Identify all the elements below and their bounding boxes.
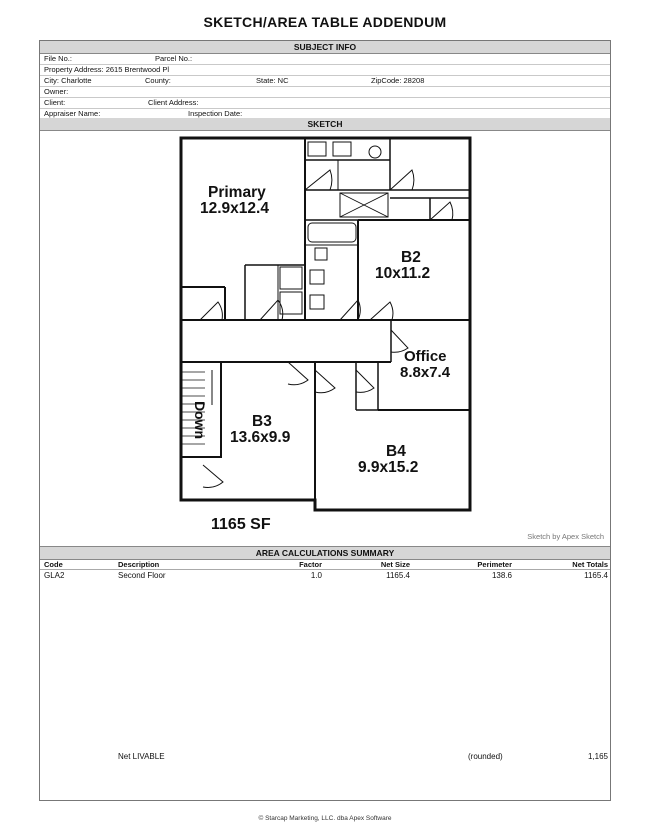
row-city bbox=[40, 76, 610, 87]
state: State: NC bbox=[256, 76, 289, 85]
parcel-no: Parcel No.: bbox=[155, 54, 193, 63]
page-title: SKETCH/AREA TABLE ADDENDUM bbox=[203, 14, 447, 30]
room-b2 bbox=[375, 250, 465, 282]
row-factor: 1.0 bbox=[310, 571, 322, 580]
room-b3 bbox=[230, 414, 320, 446]
column-net-size: Net Size bbox=[380, 560, 410, 569]
column-description: Description bbox=[118, 560, 160, 569]
property-address: Property Address: 2615 Brentwood Pl bbox=[44, 65, 170, 74]
room-office-size: 8.8x7.4 bbox=[400, 364, 451, 381]
room-b4-name: B4 bbox=[386, 443, 406, 460]
room-primary bbox=[200, 184, 328, 217]
total-square-feet: 1165 SF bbox=[211, 516, 271, 533]
column-factor: Factor bbox=[299, 560, 322, 569]
door-swing bbox=[356, 370, 374, 392]
stairs-label: Down bbox=[192, 400, 208, 440]
sink-fixture bbox=[308, 142, 326, 156]
room-office-name: Office bbox=[404, 348, 447, 365]
sink-fixture bbox=[333, 142, 351, 156]
owner: Owner: bbox=[44, 87, 69, 96]
footer-copyright: © Starcap Marketing, LLC. dba Apex Software bbox=[258, 815, 392, 822]
zipcode: ZipCode: 28208 bbox=[371, 76, 425, 85]
row-perimeter: 138.6 bbox=[491, 571, 512, 580]
door-swing bbox=[430, 202, 453, 220]
row-owner bbox=[40, 87, 610, 98]
room-primary-name: Primary bbox=[208, 184, 266, 201]
door-swing bbox=[200, 302, 222, 320]
toilet-fixture bbox=[369, 146, 381, 158]
row-net-totals: 1165.4 bbox=[584, 571, 608, 580]
net-livable-label: Net LIVABLE bbox=[118, 752, 165, 761]
addendum-frame bbox=[39, 40, 611, 801]
room-b2-size: 10x11.2 bbox=[375, 265, 431, 282]
door-swing bbox=[390, 170, 414, 190]
room-b2-name: B2 bbox=[401, 249, 421, 266]
room-b3-size: 13.6x9.9 bbox=[230, 429, 291, 446]
door-swing bbox=[203, 465, 223, 487]
row-description: Second Floor bbox=[118, 571, 166, 580]
room-b3-name: B3 bbox=[252, 413, 272, 430]
county: County: bbox=[145, 76, 171, 85]
header-rule bbox=[40, 569, 610, 570]
rounded-label: (rounded) bbox=[468, 752, 503, 761]
row-file bbox=[40, 54, 610, 65]
door-swing bbox=[370, 302, 393, 320]
row-client bbox=[40, 98, 610, 109]
client-address: Client Address: bbox=[148, 98, 199, 107]
toilet-fixture bbox=[315, 248, 327, 260]
sketch-credit: Sketch by Apex Sketch bbox=[527, 532, 604, 541]
row-address bbox=[40, 65, 610, 76]
column-net-totals: Net Totals bbox=[572, 560, 608, 569]
file-no: File No.: bbox=[44, 54, 72, 63]
appraiser-name: Appraiser Name: bbox=[44, 109, 101, 118]
floor-plan bbox=[40, 130, 610, 546]
room-b4 bbox=[358, 444, 458, 476]
column-code: Code bbox=[44, 560, 63, 569]
dryer-fixture bbox=[280, 292, 302, 314]
tub-fixture bbox=[308, 223, 356, 242]
door-swing bbox=[315, 370, 335, 393]
sink-fixture bbox=[310, 270, 324, 284]
rounded-value: 1,165 bbox=[587, 752, 608, 761]
city: City: Charlotte bbox=[44, 76, 92, 85]
washer-fixture bbox=[280, 267, 302, 289]
row-code: GLA2 bbox=[44, 571, 65, 580]
row-net-size: 1165.4 bbox=[386, 571, 410, 580]
sink-fixture bbox=[310, 295, 324, 309]
room-office bbox=[398, 349, 478, 381]
door-swing bbox=[288, 362, 308, 385]
column-perimeter: Perimeter bbox=[477, 560, 512, 569]
room-b4-size: 9.9x15.2 bbox=[358, 459, 419, 476]
room-primary-size: 12.9x12.4 bbox=[200, 200, 269, 217]
client: Client: bbox=[44, 98, 66, 107]
subject-info-header: SUBJECT INFO bbox=[40, 41, 610, 54]
sketch-header: SKETCH bbox=[40, 118, 610, 131]
area-calculations-header: AREA CALCULATIONS SUMMARY bbox=[40, 546, 610, 560]
door-swing bbox=[260, 300, 283, 320]
inspection-date: Inspection Date: bbox=[188, 109, 243, 118]
